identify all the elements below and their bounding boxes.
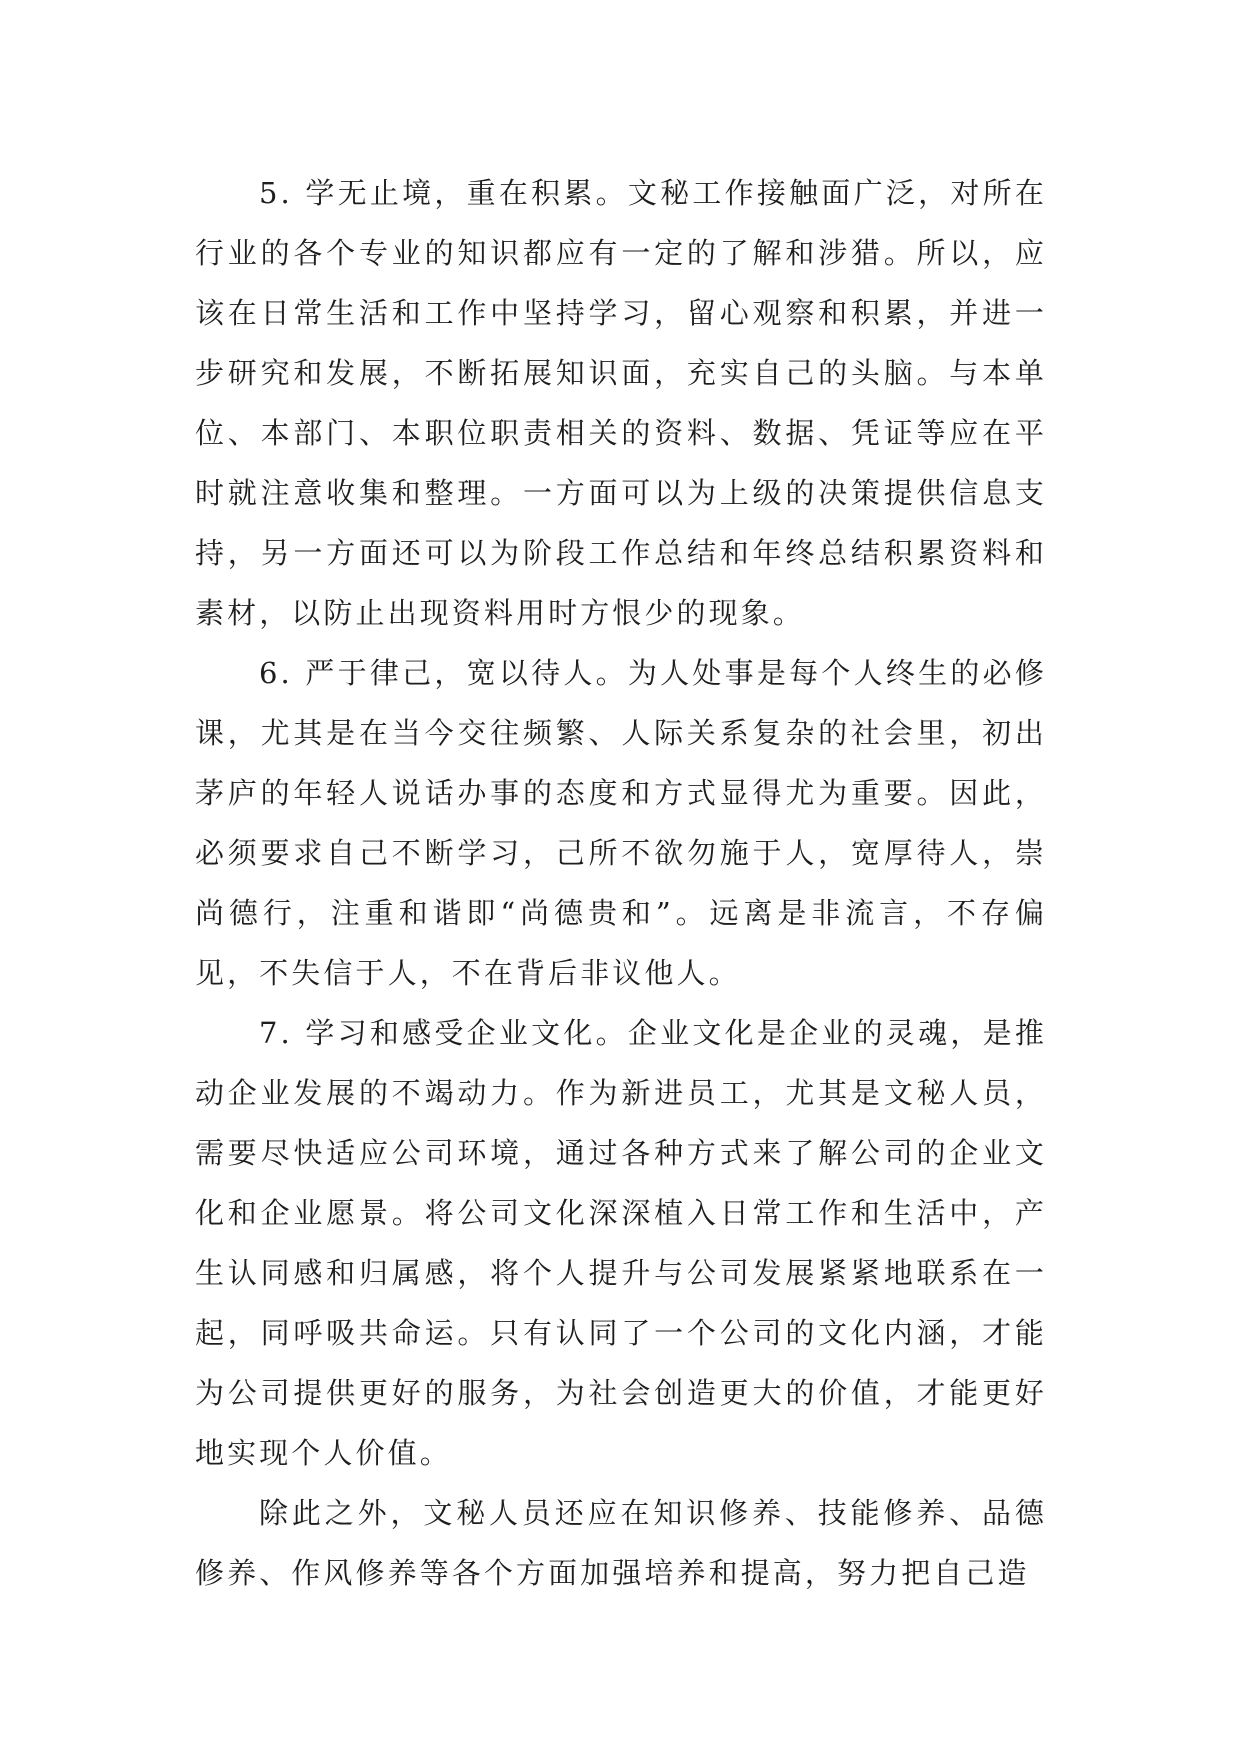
document-body (195, 163, 1047, 1603)
paragraph-6-self-discipline: 6. 严于律己，宽以待人。为人处事是每个人终生的必修课，尤其是在当今交往频繁、人际关系复杂的社会里，初出茅庐的年轻人说话办事的态度和方式显得尤为重要。因此，必须要求自己不断学习，己所不欲勿施于人，宽厚待人，崇尚德行，注重和谐即“尚德贵和”。远离是非流言，不存偏见，不失信于人，不在背后非议他人。 (195, 656, 1047, 990)
paragraph-5-accumulation: 5. 学无止境，重在积累。文秘工作接触面广泛，对所在行业的各个专业的知识都应有一定的了解和涉猎。所以，应该在日常生活和工作中坚持学习，留心观察和积累，并进一步研究和发展，不断拓展知识面，充实自己的头脑。与本单位、本部门、本职位职责相关的资料、数据、凭证等应在平时就注意收集和整理。一方面可以为上级的决策提供信息支持，另一方面还可以为阶段工作总结和年终总结积累资料和素材，以防止出现资料用时方恨少的现象。 (195, 176, 1047, 630)
paragraph-conclusion: 除此之外，文秘人员还应在知识修养、技能修养、品德修养、作风修养等各个方面加强培养和提高，努力把自己造 (195, 1496, 1047, 1590)
paragraph-7-corporate-culture: 7. 学习和感受企业文化。企业文化是企业的灵魂，是推动企业发展的不竭动力。作为新进员工，尤其是文秘人员，需要尽快适应公司环境，通过各种方式来了解公司的企业文化和企业愿景。将公司文化深深植入日常工作和生活中，产生认同感和归属感，将个人提升与公司发展紧紧地联系在一起，同呼吸共命运。只有认同了一个公司的文化内涵，才能为公司提供更好的服务，为社会创造更大的价值，才能更好地实现个人价值。 (195, 1016, 1047, 1470)
